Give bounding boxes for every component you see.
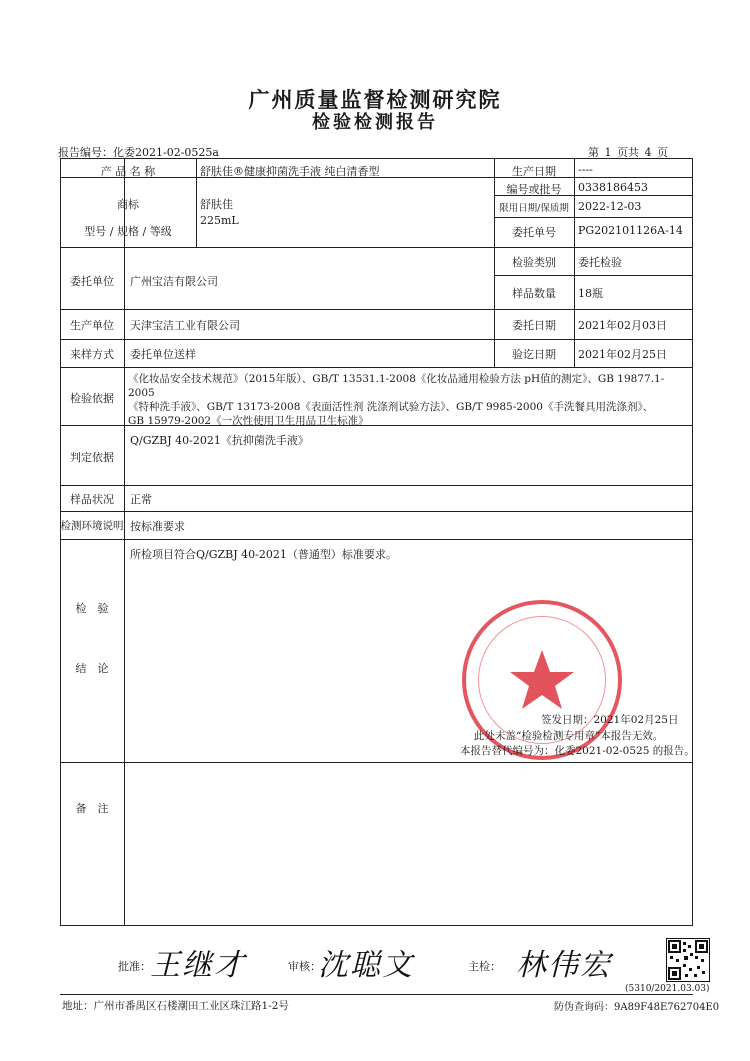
sampling-method: 委托单位送样 [130, 348, 196, 361]
test-basis-line-1: 《化妆品安全技术规范》（2015年版）、GB/T 13531.1-2008《化妆品通用检验方法 pH值的测定》、GB 19877.1-2005 [128, 373, 665, 399]
batch-number: 0338186453 [578, 181, 648, 194]
test-basis-line-2: 《特种洗手液》、GB/T 13173-2008《表面活性剂 洗涤剂试验方法》、GB/T 9985-2000《手洗餐具用洗涤剂》、 [128, 401, 654, 413]
product-name-label: 产 品 名 称 [100, 165, 156, 178]
sampling-label: 来样方式 [70, 348, 114, 361]
security-code-value: 9A89F48E762704E0 [614, 1002, 720, 1013]
report-title: 检验检测报告 [312, 112, 438, 133]
approve-label: 批准： [118, 960, 151, 973]
client: 广州宝洁有限公司 [130, 275, 218, 288]
stamp-note: 此处未盖“检验检测专用章”本报告无效。 [474, 730, 664, 742]
manufacturer: 天津宝洁工业有限公司 [130, 319, 240, 332]
order-number: PG202101126A-14 [578, 224, 683, 237]
product-name: 舒肤佳®健康抑菌洗手液 纯白清香型 [200, 165, 380, 178]
order-date-label: 委托日期 [512, 319, 556, 332]
model: 225mL [200, 214, 239, 227]
test-basis-line-3: GB 15979-2002《一次性使用卫生用品卫生标准》 [128, 415, 369, 427]
client-label: 委托单位 [70, 275, 114, 288]
prod-date: ---- [578, 163, 593, 176]
env-label: 检测环境说明 [60, 520, 124, 532]
remarks-label: 备 注 [75, 802, 109, 815]
address: 地址：广州市番禺区石楼潮田工业区珠江路1-2号 [62, 1000, 289, 1012]
test-type-label: 检验类别 [512, 256, 556, 269]
test-type: 委托检验 [578, 256, 622, 269]
expiry-label: 限用日期/保质期 [499, 203, 569, 214]
expiry-date: 2022-12-03 [578, 200, 642, 213]
manufacturer-label: 生产单位 [70, 319, 114, 332]
trademark-label: 商标 [117, 198, 139, 211]
trademark: 舒肤佳 [200, 198, 233, 211]
conclusion-label-2: 结 论 [75, 662, 109, 675]
basis-label: 检验依据 [70, 392, 114, 405]
order-no-label: 委托单号 [512, 226, 556, 239]
page-info: 第 1 页共 4 页 [588, 146, 668, 159]
conclusion-label-1: 检 验 [75, 602, 109, 615]
inspect-date: 2021年02月25日 [578, 348, 667, 361]
judge-basis: Q/GZBJ 40-2021《抗抑菌洗手液》 [130, 434, 309, 447]
model-label: 型号 / 规格 / 等级 [84, 225, 172, 238]
security-code-label: 防伪查询码： [554, 1002, 614, 1013]
form-code: (5310/2021.03.03) [625, 984, 710, 994]
sign-date: 签发日期：2021年02月25日 [541, 714, 679, 726]
review-signature: 沈聪文 [318, 948, 414, 983]
inspect-date-label: 验讫日期 [512, 348, 556, 361]
test-basis [128, 372, 688, 428]
order-date: 2021年02月03日 [578, 319, 667, 332]
report-number-label: 报告编号： [58, 146, 113, 159]
inspect-label: 主检： [468, 960, 501, 973]
judge-label: 判定依据 [70, 451, 114, 464]
review-label: 审核： [288, 960, 321, 973]
replace-note: 本报告替代编号为：化委2021-02-0525 的报告。 [460, 745, 695, 757]
sample-state-label: 样品状况 [70, 493, 114, 506]
sample-state: 正常 [130, 493, 152, 506]
report-number-value: 化委2021-02-0525a [113, 146, 219, 159]
conclusion: 所检项目符合Q/GZBJ 40-2021（普通型）标准要求。 [130, 548, 397, 561]
test-environment: 按标准要求 [130, 520, 185, 533]
qr-code-icon [666, 938, 710, 982]
inspect-signature: 林伟宏 [516, 948, 612, 983]
approve-signature: 王继才 [150, 948, 246, 983]
prod-date-label: 生产日期 [512, 165, 556, 178]
sample-qty: 18瓶 [578, 287, 603, 300]
security-code [554, 998, 719, 1013]
batch-label: 编号或批号 [506, 183, 562, 196]
institute-name: 广州质量监督检测研究院 [248, 87, 502, 112]
sample-qty-label: 样品数量 [512, 287, 556, 300]
